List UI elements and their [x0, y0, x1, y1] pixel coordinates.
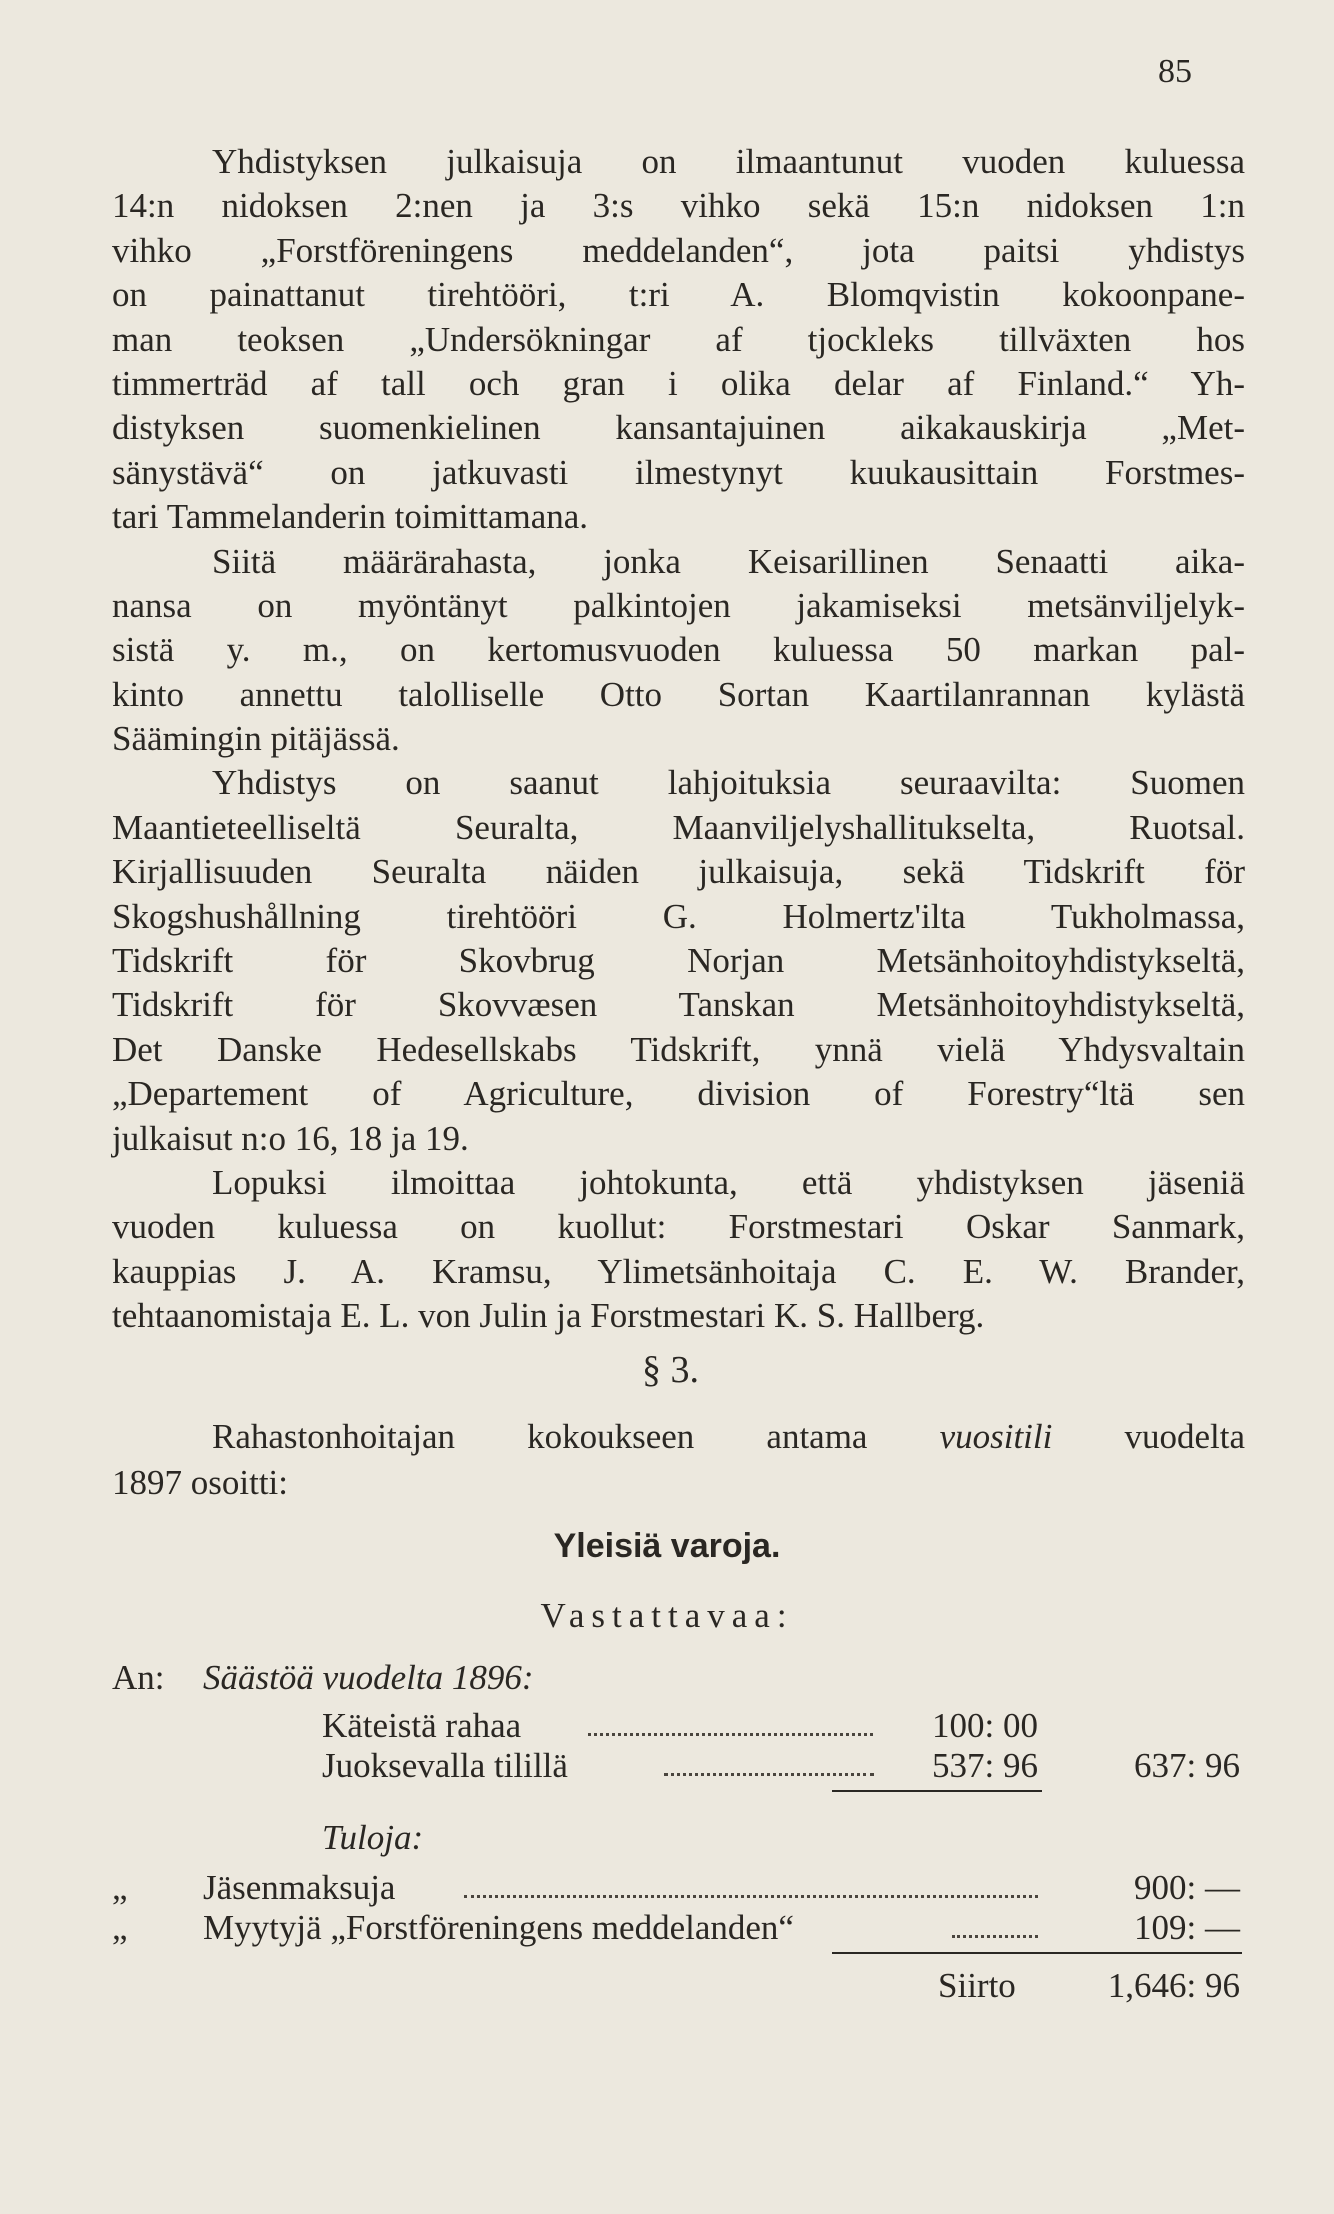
text-line: Lopuksi ilmoittaa johtokunta, että yhdistyksen jäseniä — [212, 1162, 1245, 1202]
text-line: kinto annettu talolliselle Otto Sortan Kaartilanrannan kylästä — [112, 674, 1245, 714]
leader-dots — [464, 1854, 1038, 1898]
intro-text: vuodelta — [1052, 1417, 1245, 1456]
subtotal-rule — [832, 1790, 1042, 1792]
text-line: kauppias J. A. Kramsu, Ylimetsänhoitaja C. E. W. Brander, — [112, 1251, 1245, 1291]
ledger-carry-label: Siirto — [938, 1966, 1016, 2005]
section-heading: § 3. — [642, 1349, 699, 1391]
text-line: on painattanut tirehtööri, t:ri A. Blomqvistin kokoonpane- — [112, 275, 1245, 315]
text-line: tari Tammelanderin toimittamana. — [112, 497, 589, 537]
text-line: Yhdistyksen julkaisuja on ilmaantunut vuoden kuluessa — [212, 142, 1245, 181]
text-line: vuoden kuluessa on kuollut: Forstmestari Oskar Sanmark, — [112, 1207, 1245, 1247]
text-line: 14:n nidoksen 2:nen ja 3:s vihko sekä 15:n nidoksen 1:n — [112, 186, 1245, 226]
text-line: Tidskrift för Skovvæsen Tanskan Metsänhoitoyhdistykseltä, — [112, 985, 1245, 1025]
leader-dots — [664, 1732, 874, 1776]
text-line: man teoksen „Undersökningar af tjockleks tillväxten hos — [112, 319, 1245, 359]
total-rule — [832, 1952, 1242, 1954]
text-line: sänystävä“ on jatkuvasti ilmestynyt kuukausittain Forstmes- — [112, 452, 1245, 492]
ledger-cash-amount: 100: 00 — [932, 1706, 1038, 1745]
ledger-ditto-mark: „ — [112, 1908, 128, 1947]
text-line: julkaisut n:o 16, 18 ja 19. — [112, 1118, 469, 1158]
text-line: Yhdistys on saanut lahjoituksia seuraavilta: Suomen — [212, 763, 1245, 803]
text-line: Säämingin pitäjässä. — [112, 719, 400, 759]
text-line: Skogshushållning tirehtööri G. Holmertz'ilta Tukholmassa, — [112, 896, 1245, 936]
text-line: tehtaanomistaja E. L. von Julin ja Forstmestari K. S. Hallberg. — [112, 1296, 985, 1336]
ledger-fees-amount: 900: — — [1134, 1868, 1240, 1907]
text-line: Tidskrift för Skovbrug Norjan Metsänhoitoyhdistykseltä, — [112, 941, 1245, 981]
accounts-heading: Yleisiä varoja. — [553, 1527, 781, 1565]
ledger-savings-total: 637: 96 — [1134, 1746, 1240, 1785]
page-number: 85 — [1158, 53, 1192, 90]
leader-dots — [952, 1894, 1038, 1938]
text-line: Det Danske Hedesellskabs Tidskrift, ynnä vielä Yhdysvaltain — [112, 1029, 1245, 1069]
ledger-ditto-mark: „ — [112, 1868, 128, 1907]
ledger-sales-amount: 109: — — [1134, 1908, 1240, 1947]
text-line: sistä y. m., on kertomusvuoden kuluessa 50 markan pal- — [112, 630, 1245, 670]
text-line: nansa on myöntänyt palkintojen jakamiseksi metsänviljelyk- — [112, 585, 1245, 625]
intro-text: Rahastonhoitajan kokoukseen antama — [212, 1417, 940, 1456]
text-line: 1897 osoitti: — [112, 1463, 288, 1502]
text-line: distyksen suomenkielinen kansantajuinen aikakauskirja „Met- — [112, 408, 1245, 448]
ledger-carry-amount: 1,646: 96 — [1107, 1966, 1240, 2005]
ledger-fees-label: Jäsenmaksuja — [203, 1868, 396, 1907]
text-line: Siitä määrärahasta, jonka Keisarillinen Senaatti aika- — [212, 541, 1245, 581]
ledger-savings-label: Säästöä vuodelta 1896: — [203, 1658, 534, 1697]
text-line: vihko „Forstföreningens meddelanden“, jota paitsi yhdistys — [112, 230, 1245, 270]
text-line: Maantieteelliseltä Seuralta, Maanviljelyshallitukselta, Ruotsal. — [112, 807, 1245, 847]
text-line: Kirjallisuuden Seuralta näiden julkaisuja, sekä Tidskrift för — [112, 852, 1245, 892]
ledger-an-label: An: — [112, 1658, 165, 1697]
ledger-account-amount: 537: 96 — [932, 1746, 1038, 1785]
leader-dots — [588, 1692, 873, 1736]
ledger-sales-label: Myytyjä „Forstföreningens meddelanden“ — [203, 1908, 794, 1947]
accounts-subheading: Vastattavaa: — [540, 1596, 794, 1635]
ledger-income-label: Tuloja: — [322, 1818, 424, 1857]
intro-emphasis: vuositili — [939, 1417, 1053, 1456]
text-line: „Departement of Agriculture, division of Forestry“ltä sen — [112, 1074, 1245, 1114]
ledger-cash-label: Käteistä rahaa — [322, 1706, 522, 1745]
ledger-account-label: Juoksevalla tilillä — [322, 1746, 568, 1785]
text-line: timmerträd af tall och gran i olika delar af Finland.“ Yh- — [112, 363, 1245, 403]
